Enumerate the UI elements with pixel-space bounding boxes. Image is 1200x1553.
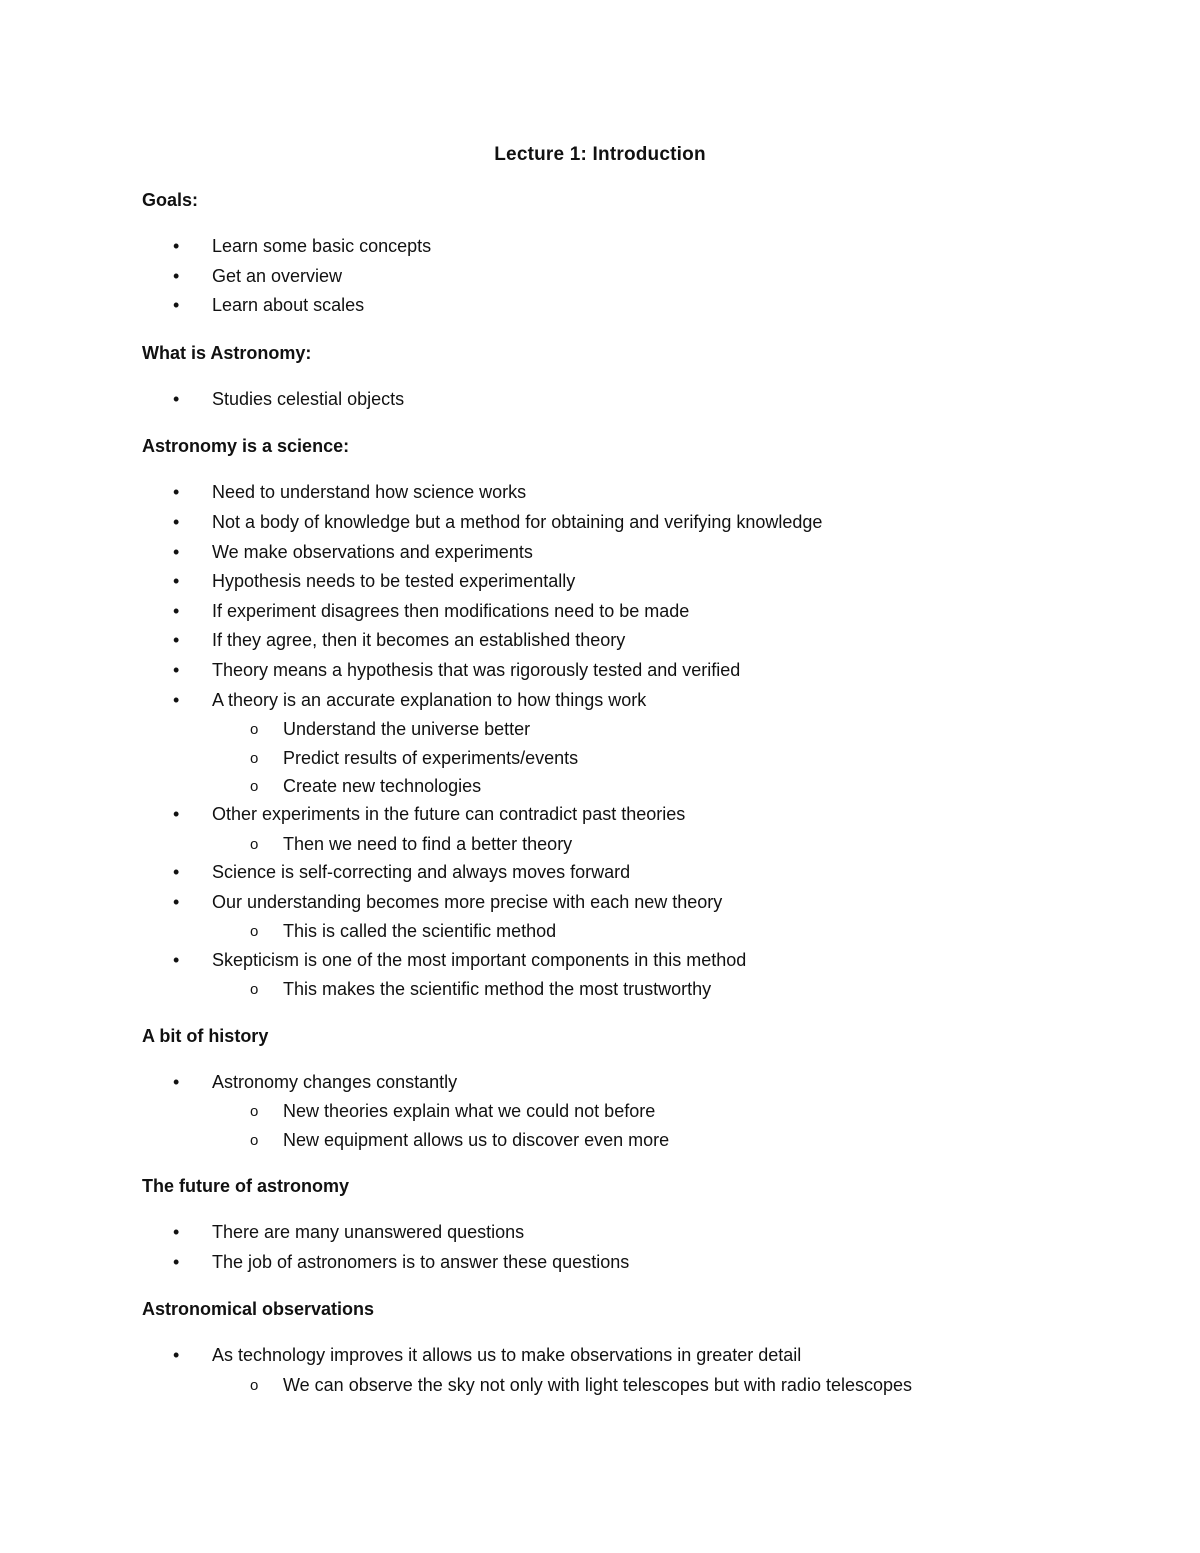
list-item-row [142, 946, 1122, 976]
list-item-text: If experiment disagrees then modifications need to be made [212, 600, 690, 621]
bullet-icon: • [173, 388, 180, 409]
list-item-text: There are many unanswered questions [212, 1222, 525, 1243]
list-item-row [142, 291, 1122, 321]
list-item-row [142, 800, 1122, 830]
section-heading: Goals: [142, 190, 199, 210]
list-item-text: As technology improves it allows us to make observations in greater detail [212, 1345, 802, 1366]
list-item [142, 626, 1122, 656]
circle-bullet-icon: o [250, 1377, 259, 1394]
bullet-icon: • [173, 295, 180, 316]
list-item [142, 291, 1122, 321]
list-item-row [142, 478, 1122, 508]
list-item [142, 597, 1122, 627]
list-item [142, 888, 1122, 946]
bullet-list [142, 1341, 1122, 1399]
circle-bullet-icon: o [250, 923, 259, 941]
section-heading: Astronomy is a science: [142, 436, 350, 457]
bullet-icon: • [173, 949, 180, 970]
bullet-icon: • [173, 482, 180, 503]
list-item-row [142, 597, 1122, 627]
list-item-row [142, 567, 1122, 597]
list-item-text: Get an overview [212, 265, 343, 286]
list-item-text: We make observations and experiments [212, 541, 533, 562]
section-heading: What is Astronomy: [142, 342, 312, 363]
bullet-icon: • [173, 1251, 180, 1272]
bullet-icon: • [173, 804, 180, 825]
bullet-list [142, 478, 1122, 1003]
sub-list-item [142, 744, 1122, 772]
bullet-icon: • [173, 541, 180, 562]
bullet-list [142, 1218, 1122, 1277]
list-item-row [142, 686, 1122, 716]
list-item-text: Learn some basic concepts [212, 236, 432, 256]
list-item-row [142, 232, 1122, 262]
sub-list-item [142, 975, 1122, 1003]
document-body [142, 187, 1122, 1418]
list-item-row [142, 1341, 1122, 1371]
bullet-list [142, 385, 1122, 415]
circle-bullet-icon: o [250, 749, 259, 767]
list-item-text: Our understanding becomes more precise with each new theory [212, 891, 723, 912]
list-item-row [142, 538, 1122, 568]
list-item-row [142, 1248, 1122, 1278]
list-item [142, 262, 1122, 292]
list-item-text: If they agree, then it becomes an established theory [212, 630, 626, 651]
sub-list-item-text: Create new technologies [283, 775, 482, 796]
sub-list-item-text: This is called the scientific method [283, 921, 557, 942]
list-item [142, 858, 1122, 888]
bullet-icon: • [173, 659, 180, 680]
list-item [142, 946, 1122, 1004]
bullet-icon: • [173, 600, 180, 621]
bullet-icon: • [173, 571, 180, 592]
document-title: Lecture 1: Introduction [494, 144, 706, 165]
list-item-text: Learn about scales [212, 295, 365, 316]
list-item [142, 567, 1122, 597]
list-item-row [142, 656, 1122, 686]
list-item-row [142, 858, 1122, 888]
circle-bullet-icon: o [250, 1103, 259, 1121]
list-item-text: A theory is an accurate explanation to how things work [212, 689, 647, 710]
list-item-row [142, 262, 1122, 292]
list-item-text: The job of astronomers is to answer these questions [212, 1251, 630, 1272]
circle-bullet-icon: o [250, 981, 259, 999]
circle-bullet-icon: o [250, 835, 259, 853]
list-item-row [142, 385, 1122, 415]
list-item-text: Theory means a hypothesis that was rigorously tested and verified [212, 659, 741, 680]
bullet-icon: • [173, 630, 180, 651]
bullet-icon: • [173, 1345, 180, 1366]
list-item [142, 508, 1122, 538]
list-item-text: Hypothesis needs to be tested experimentally [212, 571, 576, 592]
list-item-row [142, 1068, 1122, 1098]
bullet-list [142, 232, 1122, 321]
list-item [142, 1341, 1122, 1399]
sub-list-item-text: This makes the scientific method the most trustworthy [283, 979, 712, 1000]
list-item-row [142, 888, 1122, 918]
bullet-icon: • [173, 891, 180, 912]
section-heading: A bit of history [142, 1025, 269, 1046]
bullet-icon: • [173, 689, 180, 710]
list-item-text: Not a body of knowledge but a method for obtaining and verifying knowledge [212, 511, 823, 532]
list-item [142, 1248, 1122, 1278]
list-item [142, 800, 1122, 858]
sub-list-item-text: We can observe the sky not only with light telescopes but with radio telescopes [283, 1375, 913, 1395]
bullet-icon: • [173, 1222, 180, 1243]
section-heading: The future of astronomy [142, 1176, 350, 1197]
sub-list-item [142, 1126, 1122, 1154]
list-item [142, 385, 1122, 415]
list-item [142, 1068, 1122, 1154]
sub-list-item [142, 715, 1122, 743]
list-item-text: Skepticism is one of the most important components in this method [212, 949, 747, 970]
bullet-icon: • [173, 236, 180, 256]
sub-list-item-text: New theories explain what we could not before [283, 1101, 656, 1122]
circle-bullet-icon: o [250, 777, 259, 795]
list-item-row [142, 626, 1122, 656]
list-item [142, 478, 1122, 508]
list-item [142, 656, 1122, 686]
list-item [142, 538, 1122, 568]
sub-list-item [142, 1371, 1122, 1399]
sub-list-item [142, 772, 1122, 800]
sub-list-item [142, 1097, 1122, 1125]
list-item-text: Studies celestial objects [212, 388, 405, 409]
list-item [142, 232, 1122, 262]
sub-list-item [142, 917, 1122, 945]
circle-bullet-icon: o [250, 721, 259, 739]
list-item-text: Other experiments in the future can contradict past theories [212, 804, 686, 825]
sub-list-item-text: Predict results of experiments/events [283, 747, 579, 768]
list-item-row [142, 508, 1122, 538]
section-heading: Astronomical observations [142, 1299, 375, 1320]
bullet-icon: • [173, 265, 180, 286]
bullet-list [142, 1068, 1122, 1154]
list-item [142, 1218, 1122, 1248]
list-item-text: Need to understand how science works [212, 482, 527, 503]
bullet-icon: • [173, 511, 180, 532]
list-item-text: Science is self-correcting and always moves forward [212, 862, 631, 883]
list-item-row [142, 1218, 1122, 1248]
list-item-text: Astronomy changes constantly [212, 1071, 458, 1092]
list-item [142, 686, 1122, 801]
bullet-icon: • [173, 862, 180, 883]
sub-list-item-text: Then we need to find a better theory [283, 833, 573, 854]
bullet-icon: • [173, 1071, 180, 1092]
sub-list-item-text: New equipment allows us to discover even more [283, 1129, 670, 1150]
sub-list-item [142, 830, 1122, 858]
sub-list-item-text: Understand the universe better [283, 719, 531, 740]
circle-bullet-icon: o [250, 1131, 259, 1149]
